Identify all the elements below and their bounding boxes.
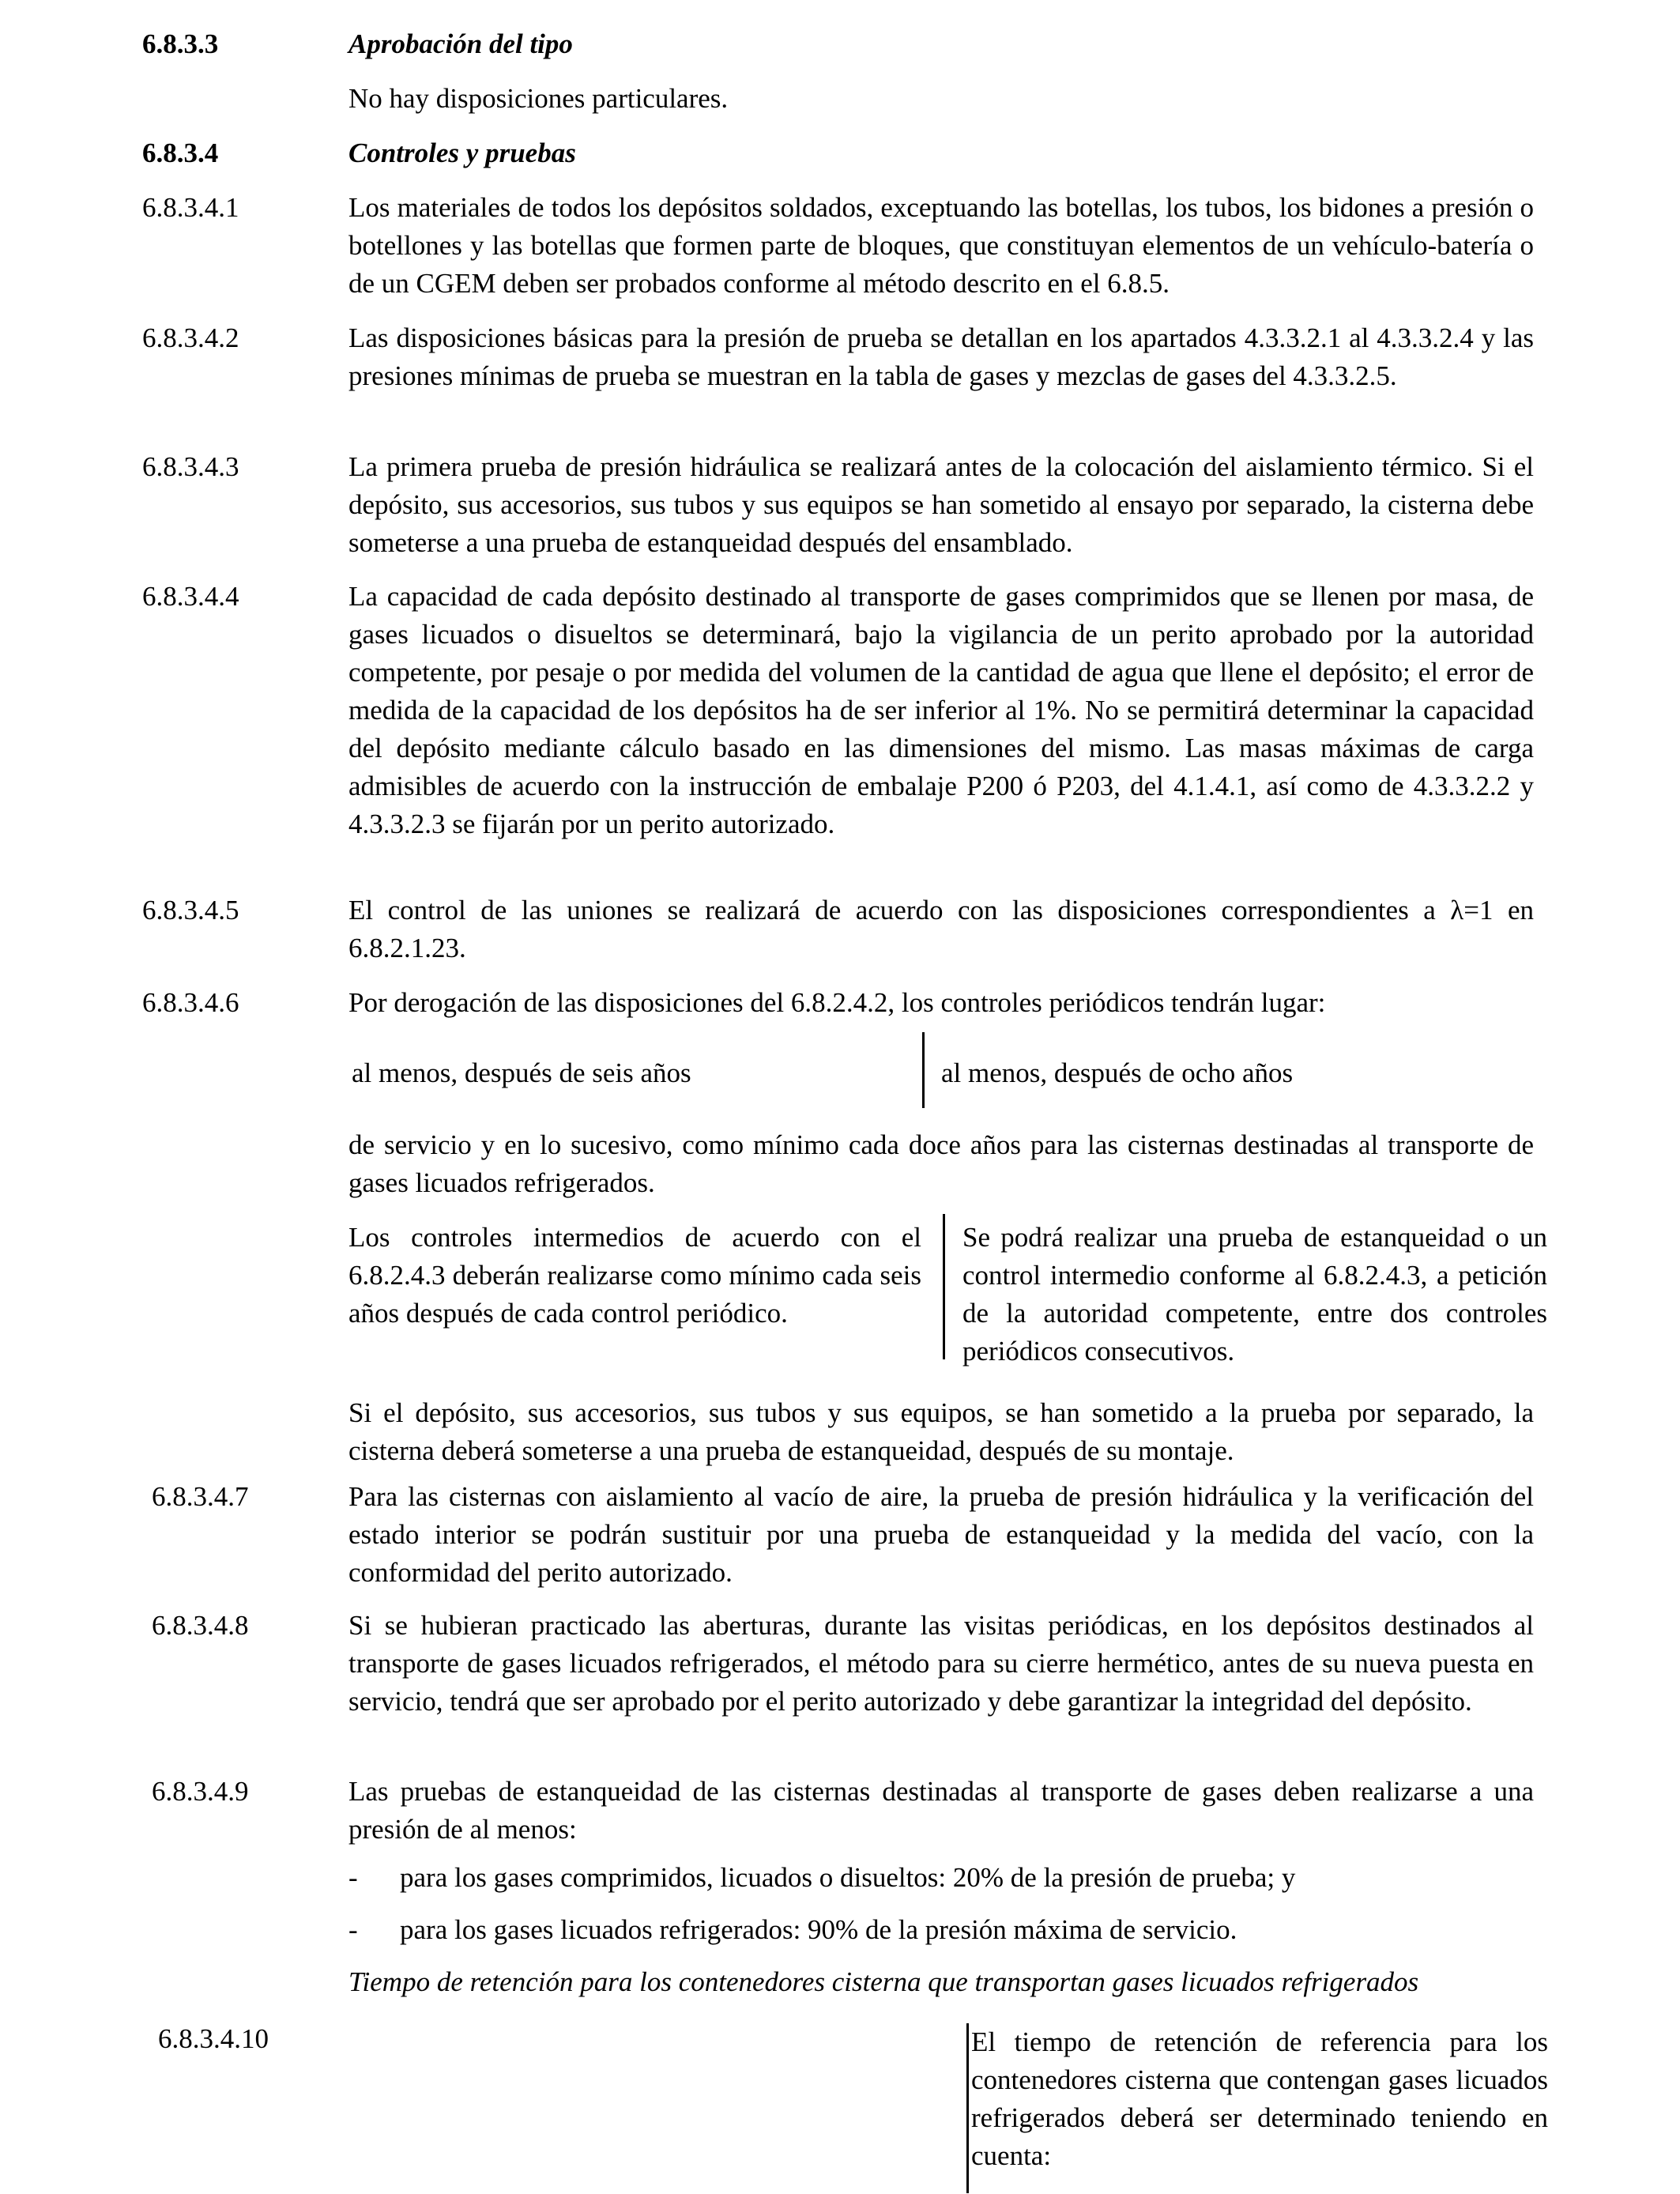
right-column-text: al menos, después de ocho años	[941, 1057, 1294, 1088]
column-divider	[943, 1214, 945, 1359]
paragraph-text: Por derogación de las disposiciones del 6.8.2.4.2, los controles periódicos tendrán lugar:	[348, 987, 1326, 1018]
paragraph-text: Los materiales de todos los depósitos soldados, exceptuando las botellas, los tubos, los bidones a presión o botellones y las botellas que formen parte de bloques, que constituyan elementos de un vehículo-batería o de un CGEM deben ser probados conforme al método descrito en el 6.8.5.	[348, 192, 1534, 299]
paragraph-number: 6.8.3.4.2	[142, 322, 239, 353]
bullet-marker: -	[348, 1914, 358, 1945]
right-column-text: Se podrá realizar una prueba de estanqueidad o un control intermedio conforme al 6.8.2.4.3, a petición de la autoridad competente, entre dos controles periódicos consecutivos.	[962, 1222, 1547, 1367]
left-column-text: Los controles intermedios de acuerdo con el 6.8.2.4.3 deberán realizarse como mínimo cada seis años después de cada control periódico.	[348, 1222, 921, 1329]
column-divider	[966, 2023, 969, 2193]
paragraph-text: Para las cisternas con aislamiento al vacío de aire, la prueba de presión hidráulica y la verificación del estado interior se podrán sustituir por una prueba de estanqueidad y la medida del vacío, con la conformidad del perito autorizado.	[348, 1481, 1534, 1588]
paragraph-text: Si se hubieran practicado las aberturas, durante las visitas periódicas, en los depósitos destinados al transporte de gases licuados refrigerados, el método para su cierre hermético, antes de su nueva puesta en servicio, tendrá que ser aprobado por el perito autorizado y debe garantizar la integridad del depósito.	[348, 1610, 1534, 1717]
column-divider	[922, 1032, 925, 1108]
paragraph-text: La capacidad de cada depósito destinado al transporte de gases comprimidos que se llenen por masa, de gases licuados o disueltos se determinará, bajo la vigilancia de un perito aprobado por la autoridad competente, por pesaje o por medida del volumen de la cantidad de agua que llene el depósito; el error de medida de la capacidad de los depósitos ha de ser inferior al 1%. No se permitirá determinar la capacidad del depósito mediante cálculo basado en las dimensiones del mismo. Las masas máximas de carga admisibles de acuerdo con la instrucción de embalaje P200 ó P203, del 4.1.4.1, así como de 4.3.3.2.2 y 4.3.3.2.3 se fijarán por un perito autorizado.	[348, 581, 1534, 839]
paragraph-number: 6.8.3.4.9	[152, 1776, 249, 1807]
paragraph-number: 6.8.3.4.1	[142, 192, 239, 223]
paragraph-number: 6.8.3.4.6	[142, 987, 239, 1018]
paragraph-text: de servicio y en lo sucesivo, como mínimo cada doce años para las cisternas destinadas al transporte de gases licuados refrigerados.	[348, 1129, 1534, 1198]
paragraph-number: 6.8.3.4.5	[142, 895, 239, 925]
paragraph-text: La primera prueba de presión hidráulica se realizará antes de la colocación del aislamiento térmico. Si el depósito, sus accesorios, sus tubos y sus equipos se han sometido al ensayo por separado, la cisterna debe someterse a una prueba de estanqueidad después del ensamblado.	[348, 451, 1534, 558]
italic-heading: Tiempo de retención para los contenedores cisterna que transportan gases licuados refrigerados	[348, 1966, 1419, 1997]
paragraph-text: No hay disposiciones particulares.	[348, 83, 729, 114]
paragraph-number: 6.8.3.4.10	[158, 2023, 269, 2054]
paragraph-number: 6.8.3.4.7	[152, 1481, 249, 1512]
paragraph-number: 6.8.3.4.4	[142, 581, 239, 612]
section-title: Aprobación del tipo	[348, 28, 573, 59]
paragraph-text: Las pruebas de estanqueidad de las cisternas destinadas al transporte de gases deben realizarse a una presión de al menos:	[348, 1776, 1534, 1845]
paragraph-number: 6.8.3.4.8	[152, 1610, 249, 1641]
paragraph-text: Las disposiciones básicas para la presión de prueba se detallan en los apartados 4.3.3.2.1 al 4.3.3.2.4 y las presiones mínimas de prueba se muestran en la tabla de gases y mezclas de gases del 4.3.3.2.5.	[348, 322, 1534, 391]
left-column-text: al menos, después de seis años	[352, 1057, 691, 1088]
paragraph-number: 6.8.3.4.3	[142, 451, 239, 482]
paragraph-text: Si el depósito, sus accesorios, sus tubos y sus equipos, se han sometido a la prueba por separado, la cisterna deberá someterse a una prueba de estanqueidad, después de su montaje.	[348, 1397, 1534, 1466]
paragraph-text: El control de las uniones se realizará de acuerdo con las disposiciones correspondientes a λ=1 en 6.8.2.1.23.	[348, 895, 1534, 963]
right-column-text: El tiempo de retención de referencia para los contenedores cisterna que contengan gases licuados refrigerados deberá ser determinado teniendo en cuenta:	[971, 2026, 1548, 2171]
section-title: Controles y pruebas	[348, 138, 576, 168]
section-number: 6.8.3.3	[142, 28, 219, 59]
bullet-item: para los gases licuados refrigerados: 90% de la presión máxima de servicio.	[400, 1914, 1237, 1945]
bullet-marker: -	[348, 1862, 358, 1893]
section-number: 6.8.3.4	[142, 138, 219, 168]
bullet-item: para los gases comprimidos, licuados o disueltos: 20% de la presión de prueba; y	[400, 1862, 1296, 1893]
